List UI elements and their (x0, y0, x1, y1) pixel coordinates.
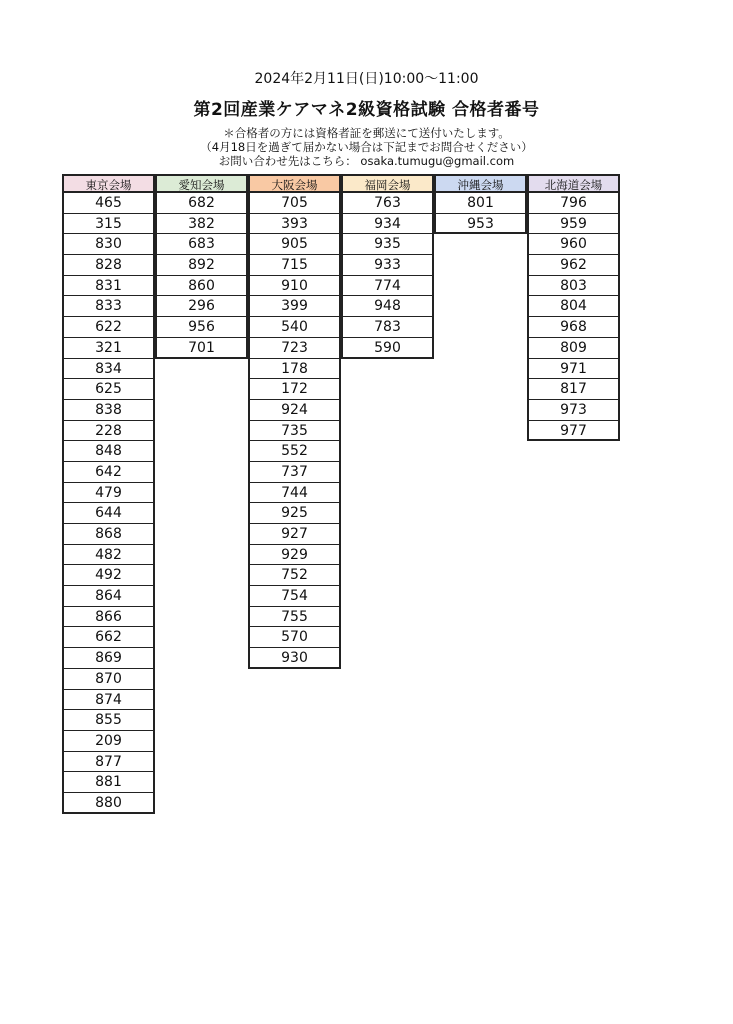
venue-column-hokkaido (527, 174, 620, 441)
passer-number-cell: 644 (62, 503, 155, 524)
venue-column-okinawa (434, 174, 527, 234)
passer-number-cell: 968 (527, 317, 620, 338)
passer-number-cell: 735 (248, 421, 341, 442)
passer-number-cell: 752 (248, 565, 341, 586)
venue-cells-aichi (155, 193, 248, 359)
venue-column-aichi (155, 174, 248, 359)
venue-header-osaka: 大阪会場 (248, 174, 341, 193)
passer-number-cell: 960 (527, 234, 620, 255)
passer-number-cell: 833 (62, 296, 155, 317)
passer-number-cell: 869 (62, 648, 155, 669)
passer-number-cell: 905 (248, 234, 341, 255)
passer-number-cell: 482 (62, 545, 155, 566)
passer-number-cell: 540 (248, 317, 341, 338)
passer-number-cell: 393 (248, 214, 341, 235)
passer-number-cell: 948 (341, 296, 434, 317)
venue-cells-hokkaido (527, 193, 620, 441)
passer-number-cell: 683 (155, 234, 248, 255)
venue-cells-okinawa (434, 193, 527, 234)
passer-number-cell: 763 (341, 193, 434, 214)
venue-header-fukuoka: 福岡会場 (341, 174, 434, 193)
notice-line-1: ＊合格者の方には資格者証を郵送にて送付いたします。 (223, 126, 510, 140)
passer-number-cell: 783 (341, 317, 434, 338)
passer-number-cell: 881 (62, 772, 155, 793)
passer-number-cell: 817 (527, 379, 620, 400)
passer-number-cell: 774 (341, 276, 434, 297)
page-title: 第2回産業ケアマネ2級資格試験 合格者番号 (193, 100, 540, 120)
passer-number-cell: 892 (155, 255, 248, 276)
passer-number-cell: 492 (62, 565, 155, 586)
passer-number-cell: 479 (62, 483, 155, 504)
contact-line: お問い合わせ先はこちら： osaka.tumugu@gmail.com (218, 154, 515, 168)
passer-number-cell: 864 (62, 586, 155, 607)
passer-number-cell: 801 (434, 193, 527, 214)
passer-number-cell: 973 (527, 400, 620, 421)
passer-number-cell: 642 (62, 462, 155, 483)
passer-number-cell: 570 (248, 627, 341, 648)
passer-number-cell: 705 (248, 193, 341, 214)
venue-column-fukuoka (341, 174, 434, 359)
passer-number-cell: 209 (62, 731, 155, 752)
passer-number-cell: 622 (62, 317, 155, 338)
passer-number-cell: 855 (62, 710, 155, 731)
passer-number-cell: 935 (341, 234, 434, 255)
venue-header-okinawa: 沖縄会場 (434, 174, 527, 193)
passer-number-cell: 838 (62, 400, 155, 421)
notice-line-2: （4月18日を過ぎて届かない場合は下記までお問合せください） (200, 140, 533, 154)
passer-number-cell: 296 (155, 296, 248, 317)
passer-number-cell: 662 (62, 627, 155, 648)
passer-number-cell: 552 (248, 441, 341, 462)
passer-number-cell: 956 (155, 317, 248, 338)
passer-number-cell: 880 (62, 793, 155, 814)
passer-number-cell: 925 (248, 503, 341, 524)
venue-header-aichi: 愛知会場 (155, 174, 248, 193)
passer-number-cell: 870 (62, 669, 155, 690)
passer-number-cell: 924 (248, 400, 341, 421)
passer-number-cell: 321 (62, 338, 155, 359)
passer-number-cell: 959 (527, 214, 620, 235)
passer-number-cell: 172 (248, 379, 341, 400)
passer-number-cell: 744 (248, 483, 341, 504)
venue-cells-osaka (248, 193, 341, 669)
passer-number-cell: 953 (434, 214, 527, 235)
passer-number-cell: 934 (341, 214, 434, 235)
passer-number-cell: 590 (341, 338, 434, 359)
passer-number-cell: 701 (155, 338, 248, 359)
venue-cells-fukuoka (341, 193, 434, 359)
passer-number-cell: 910 (248, 276, 341, 297)
passer-number-cell: 933 (341, 255, 434, 276)
venue-header-hokkaido: 北海道会場 (527, 174, 620, 193)
venue-column-osaka (248, 174, 341, 669)
passer-number-cell: 737 (248, 462, 341, 483)
passer-number-cell: 971 (527, 359, 620, 380)
passer-number-cell: 929 (248, 545, 341, 566)
venue-column-tokyo (62, 174, 155, 814)
passer-number-cell: 796 (527, 193, 620, 214)
passer-number-cell: 228 (62, 421, 155, 442)
passer-number-cell: 803 (527, 276, 620, 297)
passer-number-cell: 830 (62, 234, 155, 255)
passer-number-cell: 877 (62, 752, 155, 773)
passer-number-cell: 755 (248, 607, 341, 628)
passer-number-cell: 804 (527, 296, 620, 317)
exam-date: 2024年2月11日(日)10:00〜11:00 (254, 71, 479, 87)
passer-number-cell: 723 (248, 338, 341, 359)
passer-number-cell: 860 (155, 276, 248, 297)
passer-number-cell: 382 (155, 214, 248, 235)
passer-number-cell: 715 (248, 255, 341, 276)
passer-number-cell: 399 (248, 296, 341, 317)
passer-number-cell: 625 (62, 379, 155, 400)
passer-number-cell: 866 (62, 607, 155, 628)
passer-number-cell: 178 (248, 359, 341, 380)
passer-number-cell: 809 (527, 338, 620, 359)
passer-number-cell: 927 (248, 524, 341, 545)
passer-number-cell: 682 (155, 193, 248, 214)
passer-number-cell: 977 (527, 421, 620, 442)
passer-number-cell: 834 (62, 359, 155, 380)
passer-number-cell: 930 (248, 648, 341, 669)
venue-header-tokyo: 東京会場 (62, 174, 155, 193)
passer-number-cell: 962 (527, 255, 620, 276)
passer-number-cell: 315 (62, 214, 155, 235)
passer-number-cell: 868 (62, 524, 155, 545)
venue-cells-tokyo (62, 193, 155, 814)
passer-number-cell: 465 (62, 193, 155, 214)
passer-number-cell: 848 (62, 441, 155, 462)
passer-number-cell: 828 (62, 255, 155, 276)
passer-number-cell: 754 (248, 586, 341, 607)
passer-number-cell: 831 (62, 276, 155, 297)
passer-number-cell: 874 (62, 690, 155, 711)
